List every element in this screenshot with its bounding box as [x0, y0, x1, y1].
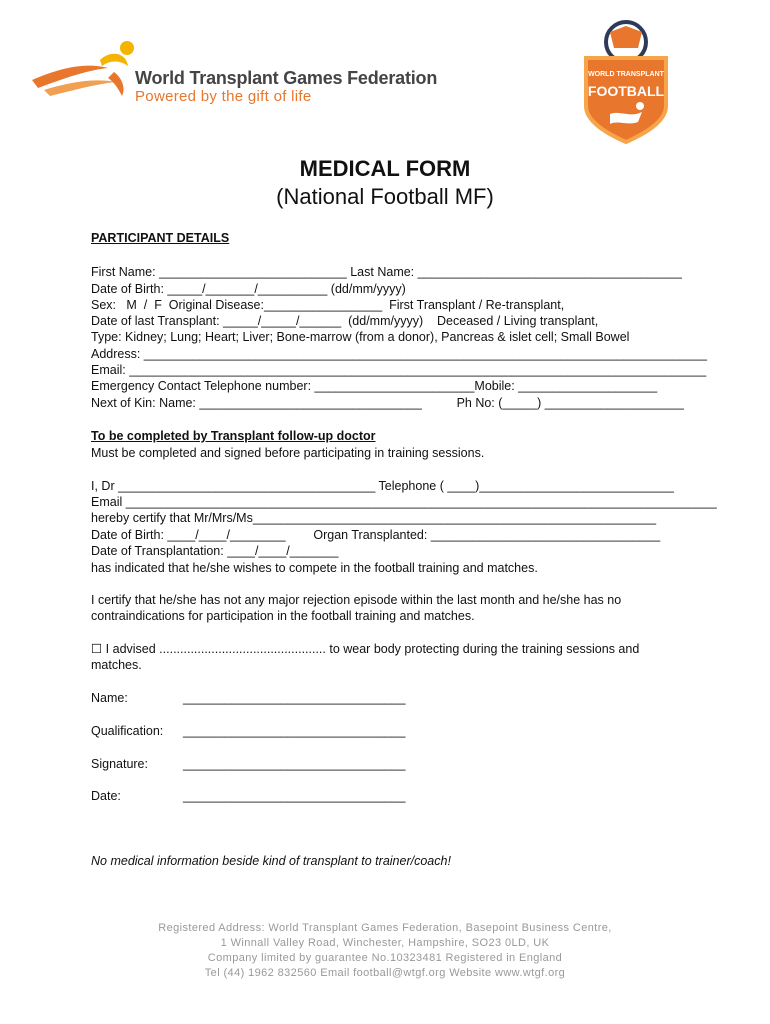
doctor-line[interactable]: Date of Birth: ____/____/________ Organ Transplanted: _________________________________	[91, 528, 661, 542]
org-name: World Transplant Games Federation	[135, 68, 438, 88]
wtgf-swoosh-logo-icon	[30, 38, 135, 100]
doctor-line[interactable]: hereby certify that Mr/Mrs/Ms__________________________________________________________	[91, 511, 657, 525]
footer-line: 1 Winnall Valley Road, Winchester, Hampshire, SO23 0LD, UK	[220, 937, 550, 949]
certify-text: I certify that he/she has not any major rejection episode within the last month and he/she has no	[91, 593, 622, 607]
participant-line[interactable]: Type: Kidney; Lung; Heart; Liver; Bone-marrow (from a donor), Pancreas & islet cell; Small Bowel	[91, 330, 630, 344]
participant-line[interactable]: Date of Birth: _____/_______/__________ (dd/mm/yyyy)	[91, 282, 406, 296]
doctor-heading: To be completed by Transplant follow-up doctor	[91, 429, 376, 443]
participant-line[interactable]: Emergency Contact Telephone number: _______________________Mobile: ____________________	[91, 379, 658, 393]
name-label: Name:	[91, 691, 128, 705]
date-field[interactable]: ________________________________	[183, 789, 406, 803]
footer-line: Registered Address: World Transplant Games Federation, Basepoint Business Centre,	[158, 922, 612, 934]
footer-contact[interactable]: Tel (44) 1962 832560 Email football@wtgf.org Website www.wtgf.org	[204, 967, 566, 979]
certify-text: contraindications for participation in the football training and matches.	[91, 609, 475, 623]
advised-checkbox-line[interactable]: ☐ I advised ................................................ to wear body protecting during the training sessions and	[91, 642, 640, 656]
qualification-field[interactable]: ________________________________	[183, 724, 406, 738]
signature-label: Signature:	[91, 757, 148, 771]
participant-line[interactable]: Address: _________________________________________________________________________________	[91, 347, 707, 361]
doctor-line[interactable]: I, Dr _____________________________________ Telephone ( ____)____________________________	[91, 479, 674, 493]
date-label: Date:	[91, 789, 121, 803]
qualification-label: Qualification:	[91, 724, 164, 738]
participant-line[interactable]: First Name: ___________________________ Last Name: ______________________________________	[91, 265, 682, 279]
participant-line[interactable]: Next of Kin: Name: ________________________________ Ph No: (_____) ____________________	[91, 396, 684, 410]
doctor-line: has indicated that he/she wishes to compete in the football training and matches.	[91, 561, 538, 575]
privacy-note: No medical information beside kind of transplant to trainer/coach!	[91, 854, 451, 868]
name-field[interactable]: ________________________________	[183, 691, 406, 705]
footer-line: Company limited by guarantee No.10323481 Registered in England	[207, 952, 563, 964]
doctor-line[interactable]: Email _____________________________________________________________________________________	[91, 495, 717, 509]
badge-line1: WORLD TRANSPLANT	[588, 71, 664, 78]
participant-heading: PARTICIPANT DETAILS	[91, 231, 230, 245]
participant-line[interactable]: Email: ___________________________________________________________________________________	[91, 363, 707, 377]
org-tagline: Powered by the gift of life	[135, 88, 312, 105]
signature-field[interactable]: ________________________________	[183, 757, 406, 771]
doctor-intro: Must be completed and signed before participating in training sessions.	[91, 446, 485, 460]
advised-text: matches.	[91, 658, 142, 672]
participant-line[interactable]: Date of last Transplant: _____/_____/______ (dd/mm/yyyy) Deceased / Living transplant,	[91, 314, 599, 328]
football-shield-badge-icon	[580, 18, 672, 144]
badge-line2: FOOTBALL	[587, 83, 665, 99]
doctor-line[interactable]: Date of Transplantation: ____/____/_______	[91, 544, 339, 558]
participant-line[interactable]: Sex: M / F Original Disease:_________________ First Transplant / Re-transplant,	[91, 298, 565, 312]
page-title: MEDICAL FORM	[299, 156, 471, 181]
page-subtitle: (National Football MF)	[276, 184, 494, 209]
